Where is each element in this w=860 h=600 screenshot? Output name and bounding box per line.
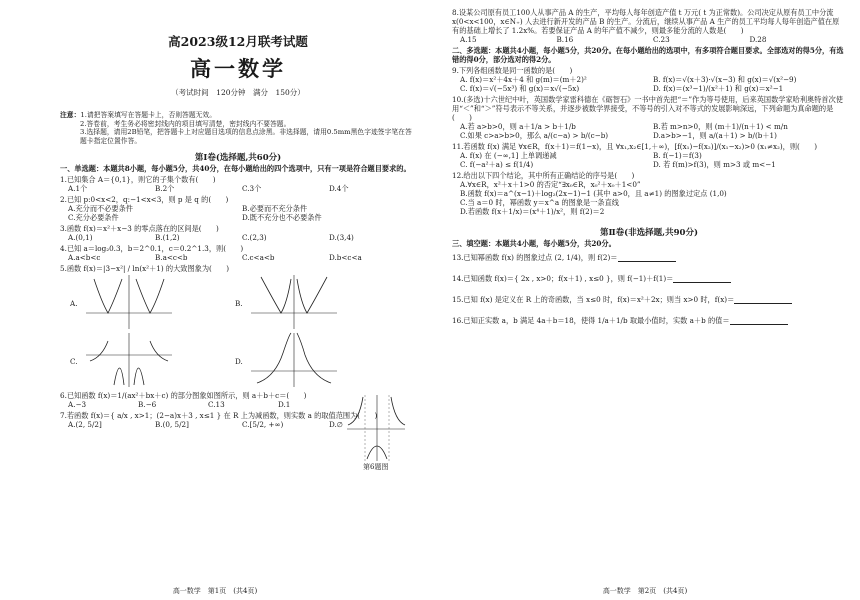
curve	[114, 368, 124, 385]
section3-instructions: 三、填空题：本题共4小题，每小题5分，共20分。	[452, 238, 616, 248]
option: D.(3,4)	[329, 232, 354, 242]
figure-6	[345, 393, 407, 471]
option: C.(2,3)	[242, 232, 267, 242]
graph-option-a	[70, 273, 235, 331]
graph-option-c	[70, 331, 235, 389]
option: B.必要而不充分条件	[242, 203, 308, 213]
question-16	[452, 316, 846, 325]
curve	[134, 368, 144, 385]
option: B.a<c<b	[155, 252, 188, 262]
graph-a	[84, 273, 174, 331]
question-5	[60, 264, 416, 389]
question-stem: 1.已知集合 A＝{0,1}，则它的子集个数有( )	[60, 174, 216, 184]
option: A. f(x)＝x²＋4x＋4 和 g(m)＝(m＋2)²	[460, 75, 587, 84]
question-9	[452, 66, 846, 93]
option-row	[60, 253, 416, 262]
option: D.1	[278, 399, 291, 409]
notice-item: 3.选择题，请用2B铅笔，把答题卡上对应题目选项的信息点涂黑。非选择题，请用0.5mm黑色字迹签字笔在答题卡指定位置作答。	[80, 128, 412, 145]
notice-block	[60, 111, 416, 145]
option: C.充分必要条件	[68, 212, 119, 222]
option: D. 若 f(m)>f(3)，则 m>3 或 m<−1	[653, 160, 776, 169]
question-stem: 15.已知 f(x) 是定义在 R 上的奇函数，当 x≤0 时，f(x)＝x²＋2x；则当 x>0 时，f(x)＝	[452, 294, 735, 304]
option: A.(2, 5/2]	[68, 419, 102, 429]
graph-options	[70, 273, 400, 389]
option: C.13	[208, 399, 225, 409]
curve	[348, 397, 363, 425]
option: D. f(x)＝(x³−1)/(x²＋1) 和 g(x)＝x²−1	[653, 84, 784, 93]
page-footer: 高一数学 第2页 (共4页)	[602, 587, 688, 596]
question-2	[60, 195, 416, 222]
question-3	[60, 224, 416, 242]
graph-option-b	[235, 273, 400, 331]
option: B.(1,2)	[155, 232, 180, 242]
exam-info: （考试时间 120分钟 满分 150分）	[171, 87, 305, 97]
option: C. f(−a²＋a) ≤ f(1/4)	[460, 160, 534, 169]
option: C. f(x)＝√(−5x³) 和 g(x)＝x√(−5x)	[460, 84, 580, 93]
option: A.−3	[68, 399, 87, 409]
option: A.充分而不必要条件	[68, 203, 133, 213]
option-row	[60, 233, 416, 242]
curve	[90, 341, 108, 361]
option: C.如果 c>a>b>0，那么 a/(c−a) > b/(c−b)	[460, 131, 609, 140]
question-stem: 2.已知 p:0<x<2，q:−1<x<3，则 p 是 q 的( )	[60, 194, 229, 204]
option-row	[452, 122, 846, 140]
option: A.a<b<c	[68, 252, 101, 262]
page-2	[430, 0, 860, 600]
question-11	[452, 142, 846, 169]
option: B. f(−1)＝f(3)	[653, 151, 702, 160]
option-row	[60, 400, 348, 409]
graph-b	[249, 273, 339, 331]
question-stem: 13.已知幂函数 f(x) 的图象过点 (2, 1/4)，则 f(2)＝	[452, 252, 618, 262]
option-label: A.	[70, 298, 78, 308]
option: B.若 m>n>0，则 (m＋1)/(n＋1) < m/n	[653, 122, 788, 131]
option: A.15	[460, 35, 477, 44]
option-row	[452, 75, 846, 93]
option-label: C.	[70, 356, 78, 366]
question-stem: 12.给出以下四个结论，其中所有正确结论的序号是( )	[452, 171, 635, 180]
option-row	[452, 35, 846, 44]
question-stem: 5.函数 f(x)＝|3−x²| / ln(x²＋1) 的大致图象为( )	[60, 263, 230, 273]
option: B.函数 f(x)＝a^(x−1)＋log₂(2x−1)−1 (其中 a>0，且 a≠1) 的图象过定点 (1,0)	[460, 189, 727, 198]
option-row	[60, 184, 416, 193]
question-stem: 7.若函数 f(x)＝{ a/x , x>1；(2−a)x＋3 , x≤1 } 在 R 上为减函数，则实数 a 的取值范围为( )	[60, 410, 378, 420]
option: D.b<c<a	[329, 252, 362, 262]
figure-6-graph	[345, 393, 407, 463]
option: C.3个	[242, 183, 262, 193]
question-14	[452, 274, 846, 283]
option: C.[5/2, +∞)	[242, 419, 284, 429]
question-4	[60, 244, 416, 262]
curve	[94, 279, 122, 313]
answer-blank	[734, 295, 792, 304]
option: B. f(x)＝√(x＋3)·√(x−3) 和 g(x)＝√(x²−9)	[653, 75, 797, 84]
question-stem: 4.已知 a＝log₂0.3，b＝2^0.1，c＝0.2^1.3，则( )	[60, 243, 244, 253]
part1-title: 第Ⅰ卷(选择题,共60分)	[194, 153, 282, 164]
question-13	[452, 253, 846, 262]
part2-title: 第Ⅱ卷(非选择题,共90分)	[600, 228, 698, 238]
option: A.若 a>b>0，则 a＋1/a > b＋1/b	[460, 122, 576, 131]
option-label: D.	[235, 356, 243, 366]
curve	[150, 341, 168, 361]
question-stem: 11.若函数 f(x) 满足 ∀x∈R，f(x＋1)＝f(1−x)，且 ∀x₁,x₂∈[1,＋∞)，[f(x₁)−f(x₂)]/(x₁−x₂)>0 (x₁≠x₂)，则( )	[452, 142, 818, 151]
question-stem: 6.已知函数 f(x)＝1/(ax²＋bx＋c) 的部分图象如图所示，则 a＋b＋c＝( )	[60, 390, 307, 400]
curve	[297, 333, 331, 383]
option: D.28	[749, 35, 767, 44]
option: C.当 a＝0 时，幂函数 y＝x^a 的图象是一条直线	[460, 198, 619, 207]
question-stem: 8.设某公司原有员工100人从事产品 A 的生产，平均每人每年创造产值 t 万元( t 为正常数)。公司决定从原有员工中分流 x(0<x<100，x∈N₊) 人去进行新开发的产品 B 的生产。分流后，继续从事产品 A 生产的员工平均每人每年创造产值在原有的基础上增长了 1.2x%。若要保证产品 A 的年产值不减少，则最多能分流的人数是( )	[452, 8, 840, 35]
question-stem: 14.已知函数 f(x)＝{ 2x , x>0；f(x＋1) , x≤0 }，则 f(−1)＋f(1)＝	[452, 273, 674, 283]
option: B.16	[556, 35, 574, 44]
notice-item: 2.答卷前，考生务必将密封线内的项目填写清楚，密封线内不要答题。	[80, 119, 291, 128]
curve	[136, 279, 164, 313]
curve	[257, 333, 291, 383]
option: C.23	[653, 35, 670, 44]
option: C.c<a<b	[242, 252, 275, 262]
question-1	[60, 175, 416, 193]
section2-instructions: 二、多选题：本题共4小题，每小题5分，共20分。在每小题给出的选项中，有多项符合题目要求。全部选对的得5分，有选错的得0分，部分选对的得2分。	[452, 46, 844, 64]
option: D.∅	[329, 419, 344, 429]
question-stem: 3.函数 f(x)＝x²＋x−3 的零点落在的区间是( )	[60, 223, 219, 233]
option: A. f(x) 在 (−∞,1] 上单调递减	[460, 151, 557, 160]
option: D.既不充分也不必要条件	[242, 212, 322, 222]
question-15	[452, 295, 846, 304]
figure-6-caption: 第6题图	[363, 463, 389, 471]
answer-blank	[673, 274, 731, 283]
subject-title: 高一数学	[190, 55, 286, 81]
notice-label: 注意：	[60, 111, 81, 120]
option-label: B.	[235, 298, 243, 308]
option: D.若函数 f(x＋1/x)＝(x⁴＋1)/x²，则 f(2)＝2	[460, 207, 605, 216]
section1-instructions: 一、单选题：本题共8小题，每小题5分，共40分，在每小题给出的四个选项中，只有一项是符合题目要求的。	[60, 163, 411, 173]
option-row	[452, 151, 846, 169]
question-stem: 10.(多选)十六世纪中叶，英国数学家雷科德在《砺智石》一书中首先把“＝”作为等号使用，后来英国数学家哈利奥特首次使用“＜”和“＞”符号表示不等关系，并逐步被数学界接受，不等号的引入对不等式的发展影响深远，下列命题为真命题的是( )	[452, 95, 843, 122]
question-12	[452, 171, 846, 216]
answer-blank	[618, 253, 676, 262]
question-stem: 16.已知正实数 a，b 满足 4a＋b＝18，使得 1/a＋1/b 取最小值时，实数 a＋b 的值＝	[452, 315, 730, 325]
option-row	[60, 204, 416, 222]
option: D.4个	[329, 183, 349, 193]
notice-item: 注意：1.请把答案填写在答题卡上，否则答题无效。	[60, 111, 217, 120]
curve	[391, 397, 405, 425]
option: D.a>b>−1，则 a/(a＋1) > b/(b＋1)	[653, 131, 777, 140]
option: B.−6	[138, 399, 157, 409]
question-stem: 9.下列各组函数是同一函数的是( )	[452, 66, 573, 75]
option: A.1个	[68, 183, 88, 193]
option: A.∀x∈R，x²＋x＋1>0 的否定“∃x₀∈R，x₀²＋x₀＋1<0”	[460, 180, 641, 189]
answer-blank	[730, 316, 788, 325]
option: B.(0, 5/2]	[155, 419, 189, 429]
curve	[261, 277, 291, 313]
graph-c	[84, 331, 174, 389]
curve	[297, 277, 327, 313]
page-footer: 高一数学 第1页 (共4页)	[172, 587, 258, 596]
graph-d	[249, 331, 339, 389]
graph-option-d	[235, 331, 400, 389]
option: B.2个	[155, 183, 175, 193]
question-8	[452, 8, 846, 44]
exam-title: 高2023级12月联考试题	[168, 34, 308, 49]
question-10	[452, 95, 846, 140]
option: A.(0,1)	[68, 232, 93, 242]
